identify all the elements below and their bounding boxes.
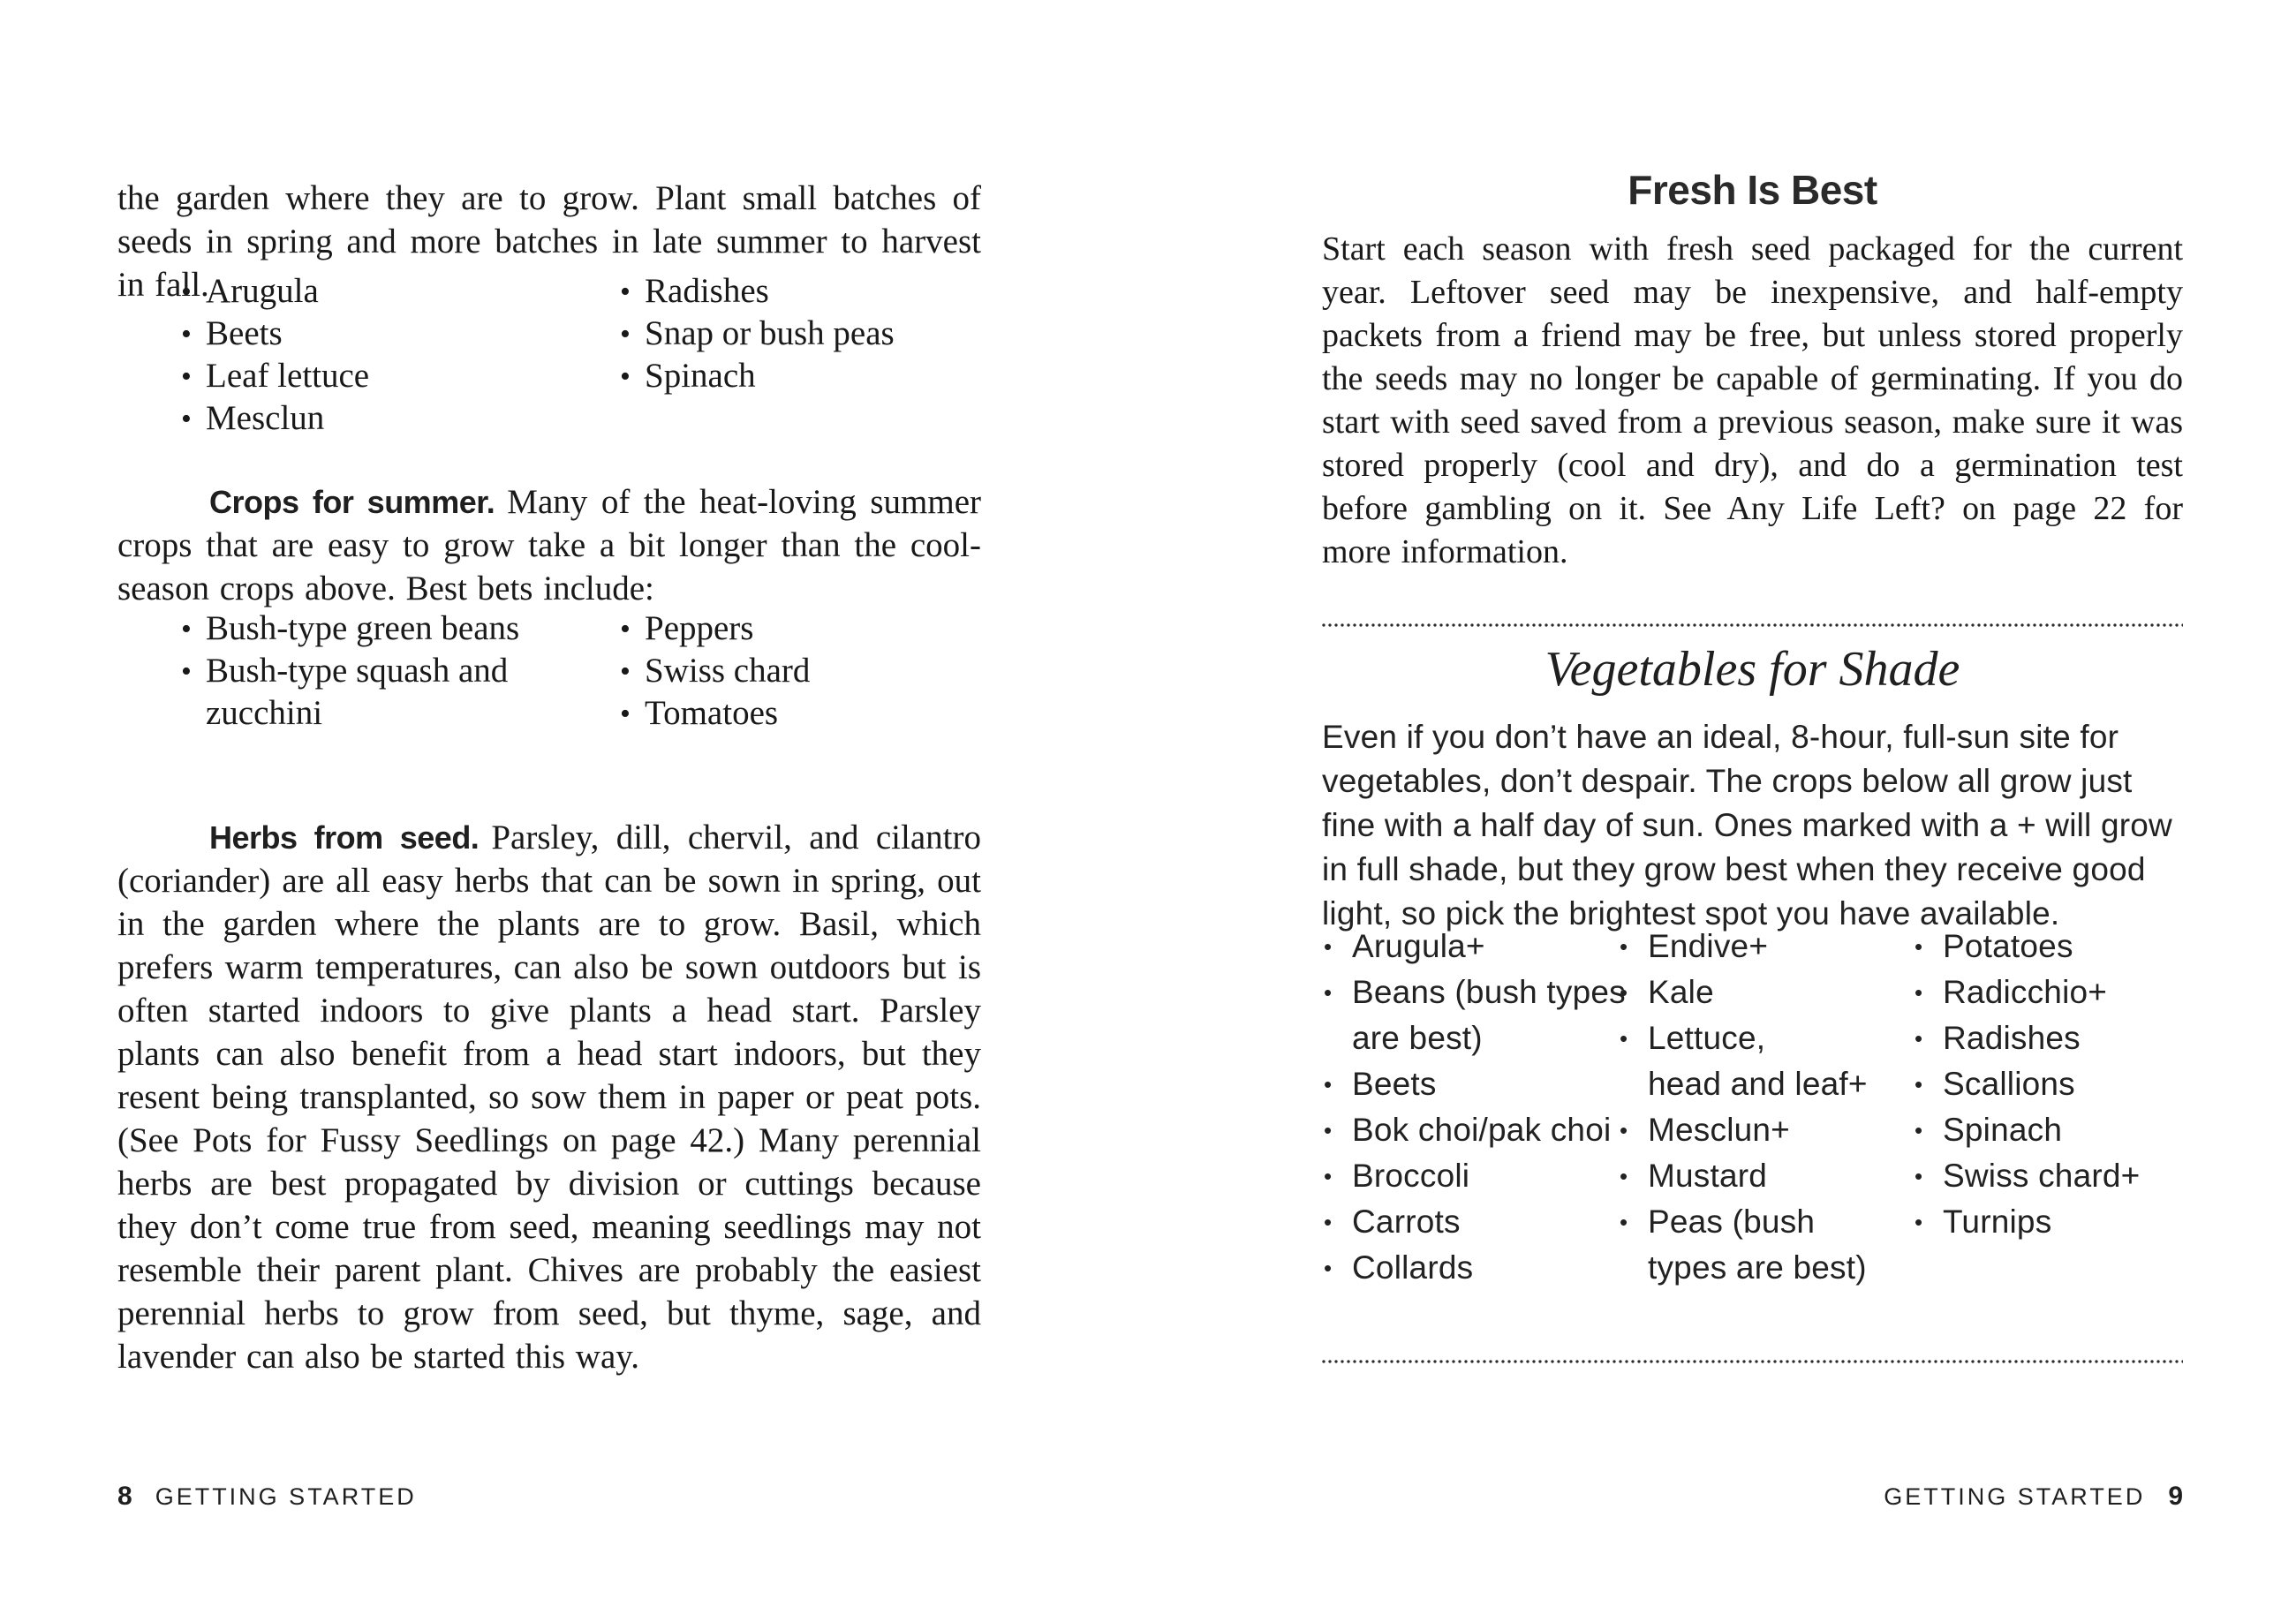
- list-item: • Swiss chard: [620, 650, 991, 692]
- list-item-continuation: zucchini: [206, 694, 323, 732]
- list-item: • Collards: [1322, 1245, 1622, 1291]
- list-item: • Arugula: [181, 270, 596, 313]
- summer-crops-paragraph: [117, 480, 981, 610]
- dotted-divider-top: [1322, 623, 2183, 627]
- vegetables-for-shade-title: Vegetables for Shade: [1545, 642, 1960, 697]
- intro-paragraph: the garden where they are to grow. Plant small batches of seeds in spring and more batches in late summer to harvest in fall.: [117, 179, 981, 304]
- list-item: • Mesclun+: [1618, 1107, 1909, 1153]
- shade-list-col2: [1618, 924, 1909, 1291]
- herbs-paragraph: [117, 816, 981, 1378]
- list-item: • Spinach: [620, 355, 991, 397]
- list-item: • Snap or bush peas: [620, 313, 991, 355]
- list-item: • Swiss chard+: [1913, 1153, 2183, 1199]
- summer-crops-list-col1: [181, 607, 605, 735]
- list-item-continuation: are best): [1352, 1020, 1483, 1056]
- summer-crops-list-col2: [620, 607, 991, 735]
- list-item: • Beets: [181, 313, 596, 355]
- list-item-continuation: types are best): [1648, 1249, 1867, 1286]
- spring-crops-list-col1: [181, 270, 596, 440]
- list-item: • Spinach: [1913, 1107, 2183, 1153]
- list-item: • Carrots: [1322, 1199, 1622, 1245]
- list-item: • Leaf lettuce: [181, 355, 596, 397]
- summer-crops-text: Many of the heat-loving summer crops that are easy to grow take a bit longer than the cool-season crops above. Best bets include:: [117, 483, 981, 607]
- list-item: • Potatoes: [1913, 924, 2183, 969]
- list-item: • Beans (bush types: [1322, 969, 1622, 1015]
- summer-crops-lead: Crops for summer.: [209, 484, 495, 520]
- running-head: GETTING STARTED: [1884, 1483, 2146, 1510]
- shade-list-col3: [1913, 924, 2183, 1245]
- shade-list-col1: [1322, 924, 1626, 1291]
- list-item: • Peppers: [620, 607, 991, 650]
- footer-right: [1322, 1482, 2183, 1512]
- list-item: • Radishes: [1913, 1015, 2183, 1061]
- list-item: • Broccoli: [1322, 1153, 1622, 1199]
- page-number: 8: [117, 1482, 132, 1511]
- list-item: • Scallions: [1913, 1061, 2183, 1107]
- list-item: • Beets: [1322, 1061, 1622, 1107]
- list-item: • Lettuce,: [1618, 1015, 1909, 1061]
- vegetables-for-shade-paragraph: Even if you don’t have an ideal, 8-hour, full-sun site for vegetables, don’t despair. The crops below all grow just fine with a half day of sun. Ones marked with a + will grow in full shade, but they grow best when they receive good light, so pick the brightest spot you have available.: [1322, 719, 2172, 932]
- list-item: • Kale: [1618, 969, 1909, 1015]
- list-item: • Tomatoes: [620, 692, 991, 735]
- list-item: • Arugula+: [1322, 924, 1622, 969]
- herbs-lead: Herbs from seed.: [209, 819, 480, 856]
- list-item: • Endive+: [1618, 924, 1909, 969]
- running-head: GETTING STARTED: [155, 1483, 417, 1510]
- dotted-divider-bottom: [1322, 1360, 2183, 1363]
- footer-left: [117, 1482, 417, 1512]
- list-item: • Radicchio+: [1913, 969, 2183, 1015]
- list-item: • Radishes: [620, 270, 991, 313]
- spring-crops-list-col2: [620, 270, 991, 397]
- page-right: [1148, 0, 2296, 1607]
- list-item: • Turnips: [1913, 1199, 2183, 1245]
- fresh-is-best-title: Fresh Is Best: [1628, 167, 1877, 213]
- list-item: • Mustard: [1618, 1153, 1909, 1199]
- page-number: 9: [2168, 1482, 2183, 1511]
- list-item: • Mesclun: [181, 397, 596, 440]
- list-item: • Peas (bush: [1618, 1199, 1909, 1245]
- fresh-is-best-paragraph: Start each season with fresh seed packaged for the current year. Leftover seed may be inexpensive, and half-empty packets from a friend may be free, but unless stored properly the seeds may no longer be capable of germinating. If you do start with seed saved from a previous season, make sure it was stored properly (cool and dry), and do a germination test before gambling on it. See Any Life Left? on page 22 for more information.: [1322, 230, 2183, 570]
- list-item: • Bush-type squash and: [181, 650, 605, 692]
- list-item: • Bush-type green beans: [181, 607, 605, 650]
- herbs-text: Parsley, dill, chervil, and cilantro (coriander) are all easy herbs that can be sown in spring, out in the garden where the plants are to grow. Basil, which prefers warm temperatures, can also be sown outdoors but is often started indoors to give plants a head start. Parsley plants can also benefit from a head start indoors, but they resent being transplanted, so sow them in paper or peat pots. (See Pots for Fussy Seedlings on page 42.) Many perennial herbs are best propagated by division or cuttings because they don’t come true from seed, meaning seedlings may not resemble their parent plant. Chives are probably the easiest perennial herbs to grow from seed, but thyme, sage, and lavender can also be started this way.: [117, 819, 981, 1376]
- list-item: • Bok choi/pak choi: [1322, 1107, 1622, 1153]
- list-item-continuation: head and leaf+: [1648, 1066, 1868, 1102]
